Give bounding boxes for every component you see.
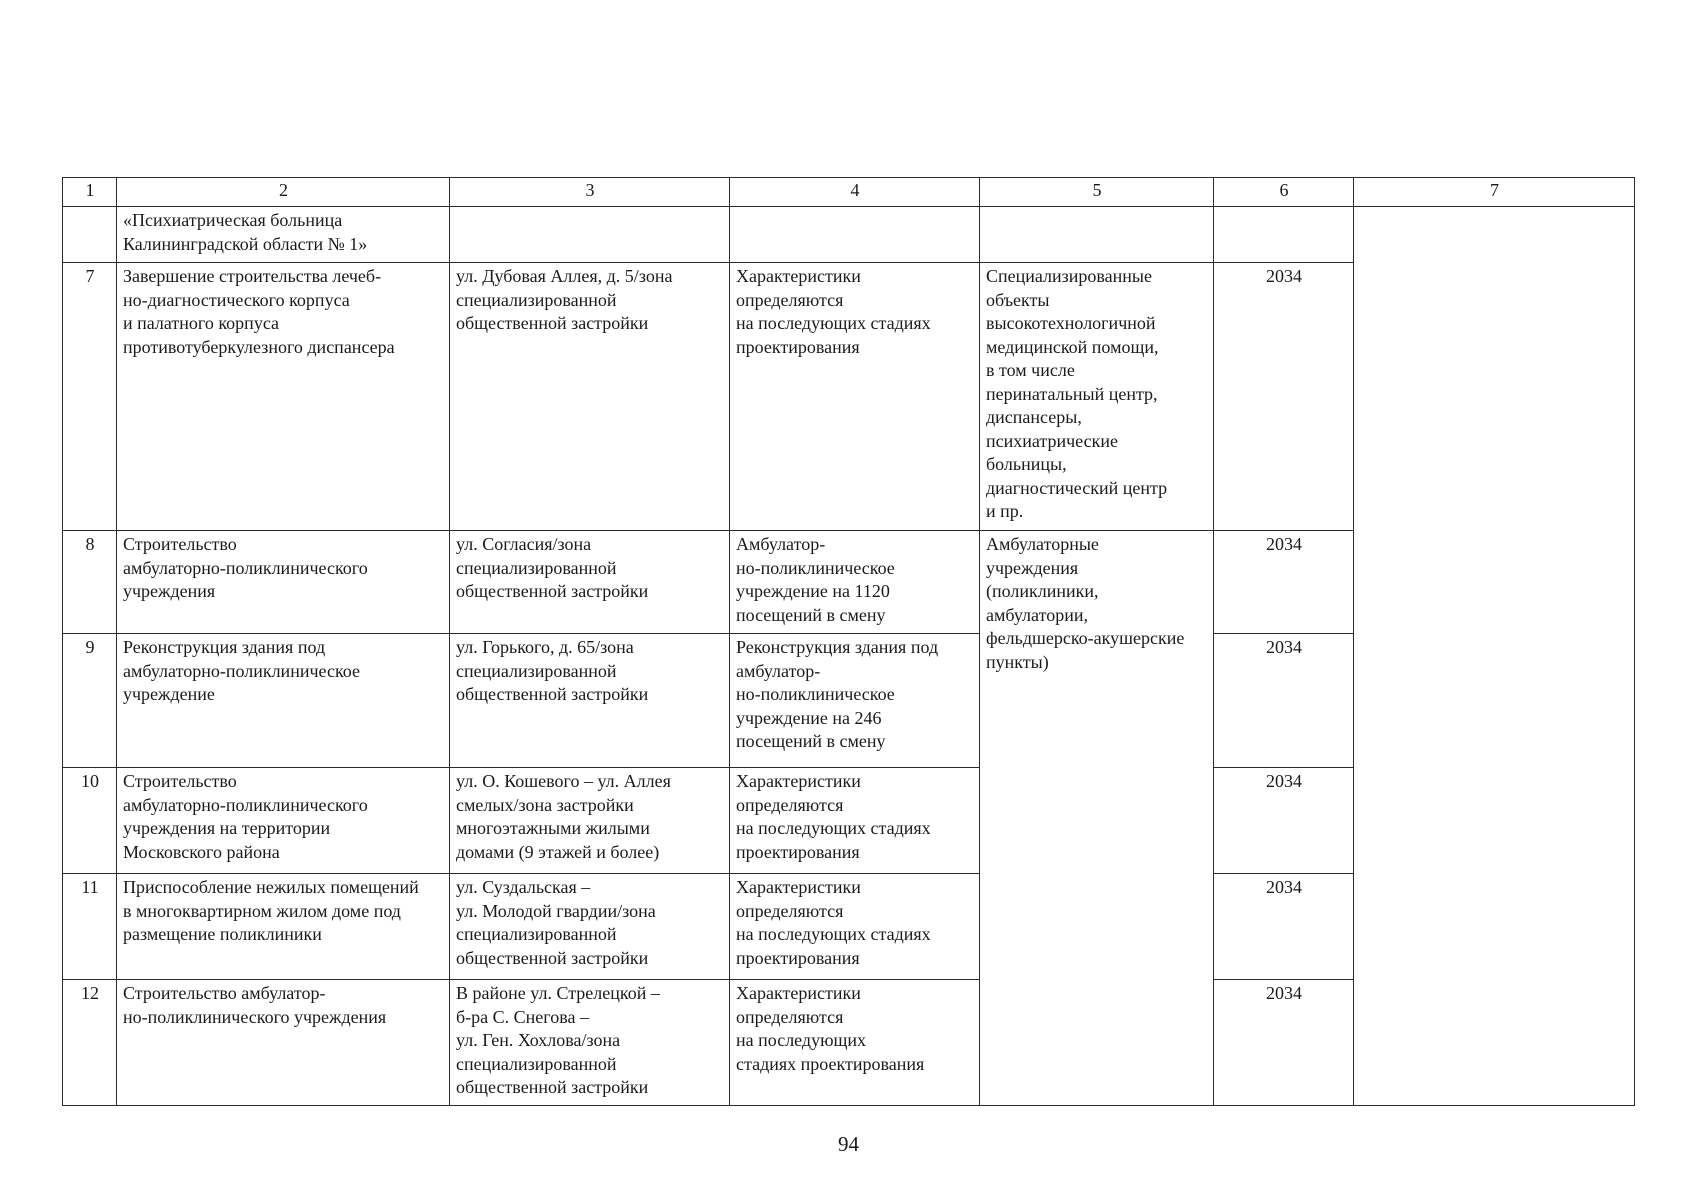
object-name-cell: Реконструкция здания под амбулаторно-поликлиническое учреждение — [117, 634, 450, 768]
column-number-5: 5 — [980, 178, 1214, 207]
page-number: 94 — [838, 1132, 859, 1156]
object-name-cell: «Психиатрическая больница Калининградской области № 1» — [117, 207, 450, 263]
row-number-cell: 7 — [63, 263, 117, 531]
category-cell — [980, 207, 1214, 263]
characteristics-cell: Характеристики определяются на последующих стадиях проектирования — [730, 263, 980, 531]
row-number-cell: 12 — [63, 980, 117, 1106]
row-number-cell: 10 — [63, 768, 117, 874]
year-cell: 2034 — [1214, 874, 1354, 980]
row-number-cell: 8 — [63, 531, 117, 634]
characteristics-cell: Реконструкция здания под амбулатор- но-поликлиническое учреждение на 246 посещений в смену — [730, 634, 980, 768]
year-cell: 2034 — [1214, 768, 1354, 874]
characteristics-cell: Амбулатор- но-поликлиническое учреждение на 1120 посещений в смену — [730, 531, 980, 634]
row-number-cell: 11 — [63, 874, 117, 980]
location-cell: ул. Согласия/зона специализированной общественной застройки — [450, 531, 730, 634]
year-cell — [1214, 207, 1354, 263]
year-cell: 2034 — [1214, 980, 1354, 1106]
row-number-cell — [63, 207, 117, 263]
location-cell: ул. О. Кошевого – ул. Аллея смелых/зона застройки многоэтажными жилыми домами (9 этажей и более) — [450, 768, 730, 874]
characteristics-cell: Характеристики определяются на последующих стадиях проектирования — [730, 980, 980, 1106]
year-cell: 2034 — [1214, 634, 1354, 768]
characteristics-cell: Характеристики определяются на последующих стадиях проектирования — [730, 768, 980, 874]
object-name-cell: Строительство амбулаторно-поликлинического учреждения — [117, 531, 450, 634]
planning-table — [62, 177, 1635, 1106]
characteristics-cell: Характеристики определяются на последующих стадиях проектирования — [730, 874, 980, 980]
column-number-2: 2 — [117, 178, 450, 207]
characteristics-cell — [730, 207, 980, 263]
location-cell: В районе ул. Стрелецкой – б-ра С. Снегова – ул. Ген. Хохлова/зона специализированной общественной застройки — [450, 980, 730, 1106]
location-cell: ул. Суздальская – ул. Молодой гвардии/зона специализированной общественной застройки — [450, 874, 730, 980]
column-number-3: 3 — [450, 178, 730, 207]
category-cell: Амбулаторные учреждения (поликлиники, амбулатории, фельдшерско-акушерские пункты) — [980, 531, 1214, 1106]
category-cell: Специализированные объекты высокотехнологичной медицинской помощи, в том числе перинатальный центр, диспансеры, психиатрические больницы, диагностический центр и пр. — [980, 263, 1214, 531]
object-name-cell: Строительство амбулаторно-поликлинического учреждения на территории Московского района — [117, 768, 450, 874]
object-name-cell: Завершение строительства лечеб- но-диагностического корпуса и палатного корпуса противотуберкулезного диспансера — [117, 263, 450, 531]
location-cell — [450, 207, 730, 263]
column-number-6: 6 — [1214, 178, 1354, 207]
row-number-cell: 9 — [63, 634, 117, 768]
object-name-cell: Приспособление нежилых помещений в многоквартирном жилом доме под размещение поликлиники — [117, 874, 450, 980]
table-row — [63, 207, 1635, 263]
notes-cell — [1354, 207, 1635, 1106]
location-cell: ул. Дубовая Аллея, д. 5/зона специализированной общественной застройки — [450, 263, 730, 531]
column-number-4: 4 — [730, 178, 980, 207]
table-header-row — [63, 178, 1635, 207]
location-cell: ул. Горького, д. 65/зона специализированной общественной застройки — [450, 634, 730, 768]
object-name-cell: Строительство амбулатор- но-поликлинического учреждения — [117, 980, 450, 1106]
column-number-7: 7 — [1354, 178, 1635, 207]
year-cell: 2034 — [1214, 263, 1354, 531]
column-number-1: 1 — [63, 178, 117, 207]
year-cell: 2034 — [1214, 531, 1354, 634]
